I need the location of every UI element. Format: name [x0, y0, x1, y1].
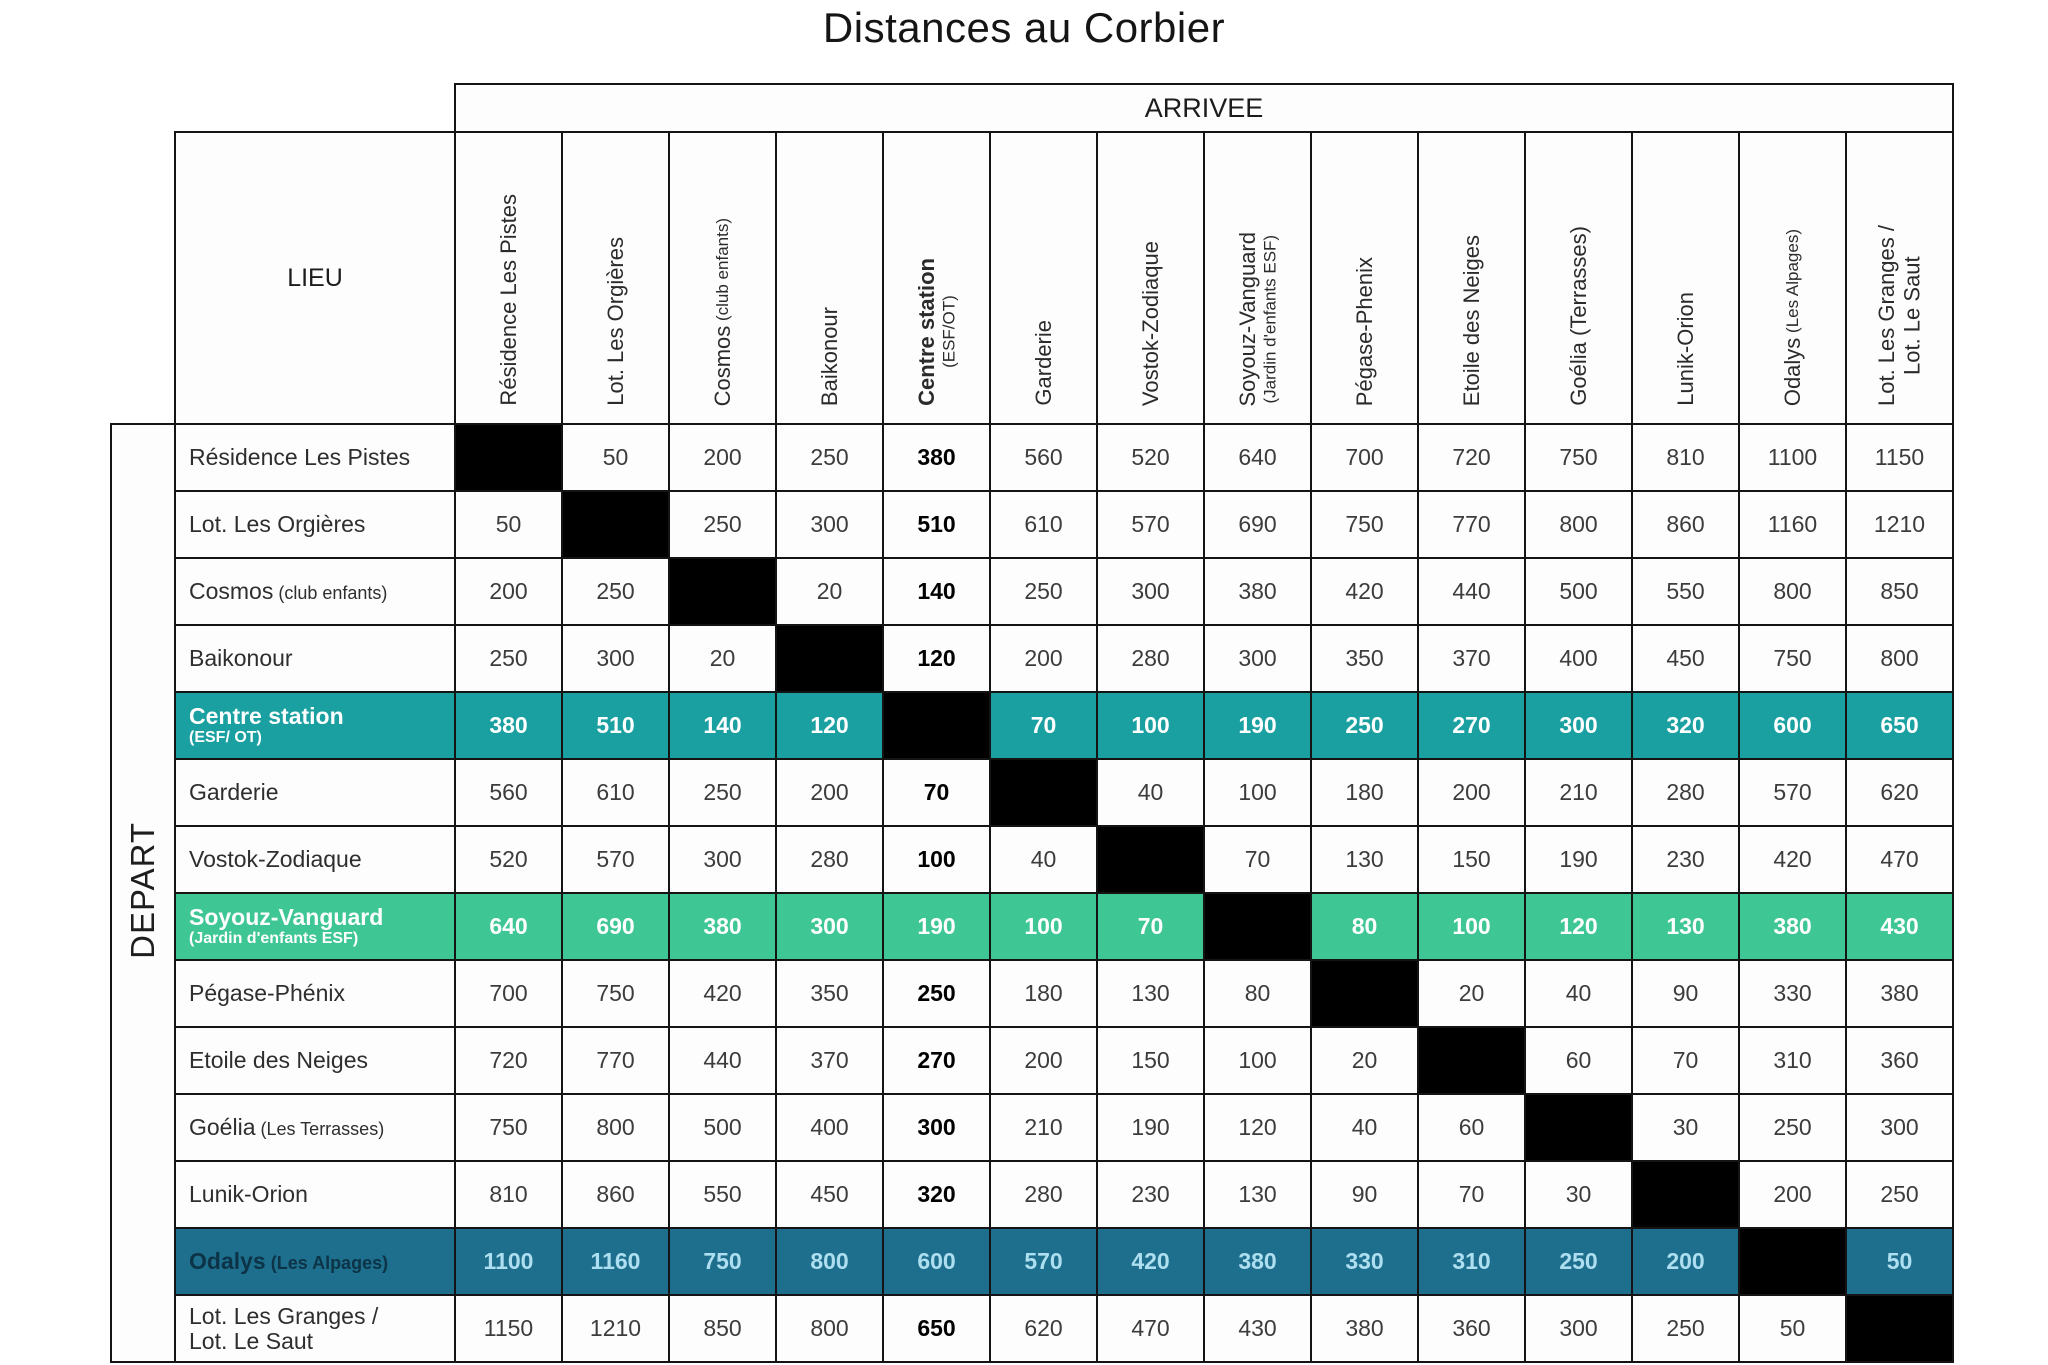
distance-cell: 70 [883, 759, 990, 826]
distance-cell: 810 [455, 1161, 562, 1228]
distance-cell: 360 [1846, 1027, 1953, 1094]
distance-cell: 200 [1418, 759, 1525, 826]
distance-cell: 70 [1632, 1027, 1739, 1094]
distance-cell: 440 [669, 1027, 776, 1094]
distance-cell: 40 [990, 826, 1097, 893]
distance-cell: 130 [1632, 893, 1739, 960]
distance-cell: 40 [1525, 960, 1632, 1027]
distance-cell: 50 [1846, 1228, 1953, 1295]
distance-cell: 130 [1311, 826, 1418, 893]
distance-cell: 380 [669, 893, 776, 960]
distance-cell: 570 [1097, 491, 1204, 558]
column-header: Lunik-Orion [1632, 132, 1739, 424]
distance-cell: 40 [1097, 759, 1204, 826]
distance-cell: 640 [455, 893, 562, 960]
table-row [111, 1094, 1953, 1161]
diagonal-cell [562, 491, 669, 558]
distance-cell: 550 [1632, 558, 1739, 625]
distance-cell: 510 [562, 692, 669, 759]
distance-cell: 20 [776, 558, 883, 625]
row-label: Résidence Les Pistes [175, 424, 455, 491]
table-row [111, 893, 1953, 960]
column-header: Vostok-Zodiaque [1097, 132, 1204, 424]
distance-cell: 610 [562, 759, 669, 826]
distance-cell: 610 [990, 491, 1097, 558]
distance-cell: 330 [1739, 960, 1846, 1027]
distance-cell: 770 [562, 1027, 669, 1094]
distance-cell: 690 [562, 893, 669, 960]
distance-cell: 600 [1739, 692, 1846, 759]
column-header: Lot. Les Granges / Lot. Le Saut [1846, 132, 1953, 424]
distance-cell: 300 [1846, 1094, 1953, 1161]
distance-cell: 200 [1739, 1161, 1846, 1228]
distance-cell: 150 [1418, 826, 1525, 893]
distance-cell: 800 [1739, 558, 1846, 625]
distance-cell: 100 [1204, 1027, 1311, 1094]
distance-cell: 1210 [1846, 491, 1953, 558]
distance-cell: 850 [1846, 558, 1953, 625]
distance-cell: 570 [990, 1228, 1097, 1295]
diagonal-cell [1846, 1295, 1953, 1362]
lieu-header: LIEU [175, 132, 455, 424]
distance-cell: 520 [455, 826, 562, 893]
row-label: Baikonour [175, 625, 455, 692]
distance-cell: 250 [1525, 1228, 1632, 1295]
diagonal-cell [776, 625, 883, 692]
distance-cell: 120 [1204, 1094, 1311, 1161]
blank-cell [111, 132, 175, 424]
distance-cell: 380 [883, 424, 990, 491]
distance-cell: 270 [1418, 692, 1525, 759]
distance-cell: 300 [1097, 558, 1204, 625]
distance-cell: 510 [883, 491, 990, 558]
distance-cell: 380 [1204, 558, 1311, 625]
distance-cell: 1160 [562, 1228, 669, 1295]
row-label: Soyouz-Vanguard (Jardin d'enfants ESF) [175, 893, 455, 960]
distance-cell: 20 [669, 625, 776, 692]
distance-cell: 690 [1204, 491, 1311, 558]
distance-cell: 50 [562, 424, 669, 491]
distance-cell: 90 [1311, 1161, 1418, 1228]
diagonal-cell [1632, 1161, 1739, 1228]
distance-cell: 420 [1739, 826, 1846, 893]
distance-cell: 700 [1311, 424, 1418, 491]
row-label: Vostok-Zodiaque [175, 826, 455, 893]
distance-cell: 1160 [1739, 491, 1846, 558]
distance-cell: 100 [1418, 893, 1525, 960]
distance-cell: 380 [455, 692, 562, 759]
blank-corner [111, 84, 455, 132]
column-header: Baikonour [776, 132, 883, 424]
distance-cell: 190 [1097, 1094, 1204, 1161]
distance-cell: 420 [1097, 1228, 1204, 1295]
distance-cell: 860 [562, 1161, 669, 1228]
distance-cell: 300 [776, 893, 883, 960]
distance-cell: 100 [990, 893, 1097, 960]
distance-cell: 140 [883, 558, 990, 625]
distance-cell: 200 [990, 1027, 1097, 1094]
distance-cell: 800 [1846, 625, 1953, 692]
distance-cell: 520 [1097, 424, 1204, 491]
table-row [111, 1027, 1953, 1094]
distance-cell: 1210 [562, 1295, 669, 1362]
distance-cell: 640 [1204, 424, 1311, 491]
distance-cell: 400 [1525, 625, 1632, 692]
distance-cell: 420 [1311, 558, 1418, 625]
distance-cell: 300 [883, 1094, 990, 1161]
distance-cell: 310 [1739, 1027, 1846, 1094]
row-label: Cosmos (club enfants) [175, 558, 455, 625]
distance-cell: 750 [669, 1228, 776, 1295]
distance-cell: 350 [776, 960, 883, 1027]
distance-cell: 370 [776, 1027, 883, 1094]
distance-cell: 350 [1311, 625, 1418, 692]
distance-cell: 190 [1525, 826, 1632, 893]
column-header: Lot. Les Orgières [562, 132, 669, 424]
distance-cell: 360 [1418, 1295, 1525, 1362]
distance-cell: 500 [669, 1094, 776, 1161]
distance-cell: 440 [1418, 558, 1525, 625]
column-header: Goélia (Terrasses) [1525, 132, 1632, 424]
distance-cell: 1150 [1846, 424, 1953, 491]
row-label: Garderie [175, 759, 455, 826]
column-header-row [111, 132, 1953, 424]
distance-cell: 280 [990, 1161, 1097, 1228]
distance-cell: 250 [669, 759, 776, 826]
distance-cell: 810 [1632, 424, 1739, 491]
diagonal-cell [1311, 960, 1418, 1027]
distance-cell: 800 [562, 1094, 669, 1161]
table-row [111, 1161, 1953, 1228]
distance-cell: 860 [1632, 491, 1739, 558]
depart-axis-label: DEPART [111, 424, 175, 1362]
distance-cell: 650 [1846, 692, 1953, 759]
distance-cell: 300 [1204, 625, 1311, 692]
distance-cell: 500 [1525, 558, 1632, 625]
distance-cell: 1150 [455, 1295, 562, 1362]
distance-cell: 70 [990, 692, 1097, 759]
distance-cell: 280 [1632, 759, 1739, 826]
distance-cell: 100 [883, 826, 990, 893]
distance-cell: 450 [1632, 625, 1739, 692]
diagonal-cell [455, 424, 562, 491]
distance-cell: 30 [1632, 1094, 1739, 1161]
distance-cell: 300 [1525, 1295, 1632, 1362]
distance-cell: 620 [1846, 759, 1953, 826]
distance-cell: 250 [669, 491, 776, 558]
diagonal-cell [1204, 893, 1311, 960]
distance-cell: 310 [1418, 1228, 1525, 1295]
distance-cell: 20 [1418, 960, 1525, 1027]
row-label: Lot. Les Orgières [175, 491, 455, 558]
distance-cell: 280 [776, 826, 883, 893]
distance-cell: 1100 [1739, 424, 1846, 491]
distance-cell: 30 [1525, 1161, 1632, 1228]
distance-cell: 200 [990, 625, 1097, 692]
row-label: Etoile des Neiges [175, 1027, 455, 1094]
distance-cell: 250 [562, 558, 669, 625]
distance-cell: 190 [1204, 692, 1311, 759]
table-row [111, 558, 1953, 625]
distance-cell: 300 [562, 625, 669, 692]
distance-cell: 300 [776, 491, 883, 558]
distance-cell: 210 [990, 1094, 1097, 1161]
column-header: Garderie [990, 132, 1097, 424]
distance-cell: 420 [669, 960, 776, 1027]
distance-cell: 560 [455, 759, 562, 826]
distance-cell: 270 [883, 1027, 990, 1094]
distance-cell: 430 [1846, 893, 1953, 960]
row-label: Lot. Les Granges / Lot. Le Saut [175, 1295, 455, 1362]
diagonal-cell [883, 692, 990, 759]
distance-cell: 570 [562, 826, 669, 893]
distance-cell: 250 [883, 960, 990, 1027]
distance-cell: 200 [776, 759, 883, 826]
distance-cell: 800 [1525, 491, 1632, 558]
distance-cell: 380 [1846, 960, 1953, 1027]
distance-cell: 560 [990, 424, 1097, 491]
distance-cell: 70 [1418, 1161, 1525, 1228]
distance-cell: 20 [1311, 1027, 1418, 1094]
distance-cell: 250 [990, 558, 1097, 625]
distance-cell: 190 [883, 893, 990, 960]
distance-cell: 750 [1739, 625, 1846, 692]
arrivee-row [111, 84, 1953, 132]
table-row [111, 424, 1953, 491]
distance-cell: 180 [1311, 759, 1418, 826]
row-label: Lunik-Orion [175, 1161, 455, 1228]
distance-cell: 320 [883, 1161, 990, 1228]
distance-cell: 600 [883, 1228, 990, 1295]
column-header: Cosmos (club enfants) [669, 132, 776, 424]
distance-cell: 470 [1097, 1295, 1204, 1362]
column-header: Soyouz-Vanguard (Jardin d'enfants ESF) [1204, 132, 1311, 424]
distance-cell: 750 [562, 960, 669, 1027]
distance-cell: 70 [1204, 826, 1311, 893]
distance-cell: 720 [1418, 424, 1525, 491]
distance-cell: 100 [1204, 759, 1311, 826]
table-row [111, 491, 1953, 558]
arrivee-axis-label: ARRIVEE [455, 84, 1953, 132]
distance-cell: 320 [1632, 692, 1739, 759]
distance-cell: 130 [1097, 960, 1204, 1027]
column-header: Centre station (ESF/OT) [883, 132, 990, 424]
page-title: Distances au Corbier [822, 4, 1226, 51]
distance-cell: 700 [455, 960, 562, 1027]
table-row [111, 625, 1953, 692]
distance-cell: 800 [776, 1295, 883, 1362]
distance-cell: 370 [1418, 625, 1525, 692]
distance-cell: 100 [1097, 692, 1204, 759]
distance-cell: 380 [1204, 1228, 1311, 1295]
distance-cell: 280 [1097, 625, 1204, 692]
row-label: Pégase-Phénix [175, 960, 455, 1027]
column-header: Etoile des Neiges [1418, 132, 1525, 424]
distance-table [110, 83, 1954, 1363]
table-row [111, 960, 1953, 1027]
distance-cell: 120 [883, 625, 990, 692]
distance-cell: 40 [1311, 1094, 1418, 1161]
distance-cell: 210 [1525, 759, 1632, 826]
distance-cell: 250 [455, 625, 562, 692]
distance-cell: 130 [1204, 1161, 1311, 1228]
table-row [111, 1228, 1953, 1295]
distance-cell: 200 [669, 424, 776, 491]
distance-cell: 400 [776, 1094, 883, 1161]
distance-cell: 750 [455, 1094, 562, 1161]
diagonal-cell [990, 759, 1097, 826]
distance-cell: 250 [1311, 692, 1418, 759]
distance-cell: 80 [1311, 893, 1418, 960]
distance-cell: 300 [669, 826, 776, 893]
distance-cell: 120 [1525, 893, 1632, 960]
table-row [111, 1295, 1953, 1362]
distance-cell: 250 [1739, 1094, 1846, 1161]
distance-cell: 300 [1525, 692, 1632, 759]
table-row [111, 692, 1953, 759]
distance-cell: 720 [455, 1027, 562, 1094]
distance-cell: 60 [1525, 1027, 1632, 1094]
distance-cell: 50 [1739, 1295, 1846, 1362]
diagonal-cell [1739, 1228, 1846, 1295]
distance-cell: 570 [1739, 759, 1846, 826]
column-header: Odalys (Les Alpages) [1739, 132, 1846, 424]
column-header: Résidence Les Pistes [455, 132, 562, 424]
distance-cell: 470 [1846, 826, 1953, 893]
distance-cell: 770 [1418, 491, 1525, 558]
distance-cell: 850 [669, 1295, 776, 1362]
distance-cell: 650 [883, 1295, 990, 1362]
diagonal-cell [1418, 1027, 1525, 1094]
distance-cell: 150 [1097, 1027, 1204, 1094]
distance-cell: 380 [1739, 893, 1846, 960]
distance-cell: 230 [1632, 826, 1739, 893]
distance-cell: 250 [1632, 1295, 1739, 1362]
row-label: Goélia (Les Terrasses) [175, 1094, 455, 1161]
distance-cell: 120 [776, 692, 883, 759]
distance-cell: 180 [990, 960, 1097, 1027]
distance-cell: 380 [1311, 1295, 1418, 1362]
distance-cell: 550 [669, 1161, 776, 1228]
diagonal-cell [669, 558, 776, 625]
distance-cell: 140 [669, 692, 776, 759]
diagonal-cell [1097, 826, 1204, 893]
table-row [111, 759, 1953, 826]
distance-cell: 230 [1097, 1161, 1204, 1228]
distance-cell: 800 [776, 1228, 883, 1295]
row-label: Odalys (Les Alpages) [175, 1228, 455, 1295]
distance-cell: 70 [1097, 893, 1204, 960]
distance-cell: 200 [1632, 1228, 1739, 1295]
distance-cell: 60 [1418, 1094, 1525, 1161]
distance-cell: 330 [1311, 1228, 1418, 1295]
distance-cell: 200 [455, 558, 562, 625]
table-row [111, 826, 1953, 893]
distance-cell: 1100 [455, 1228, 562, 1295]
distance-cell: 750 [1525, 424, 1632, 491]
distance-cell: 80 [1204, 960, 1311, 1027]
distance-cell: 750 [1311, 491, 1418, 558]
distance-cell: 90 [1632, 960, 1739, 1027]
distance-cell: 620 [990, 1295, 1097, 1362]
column-header: Pégase-Phenix [1311, 132, 1418, 424]
distance-cell: 430 [1204, 1295, 1311, 1362]
distance-cell: 250 [776, 424, 883, 491]
row-label: Centre station (ESF/ OT) [175, 692, 455, 759]
distance-cell: 250 [1846, 1161, 1953, 1228]
distance-cell: 50 [455, 491, 562, 558]
diagonal-cell [1525, 1094, 1632, 1161]
distance-cell: 450 [776, 1161, 883, 1228]
